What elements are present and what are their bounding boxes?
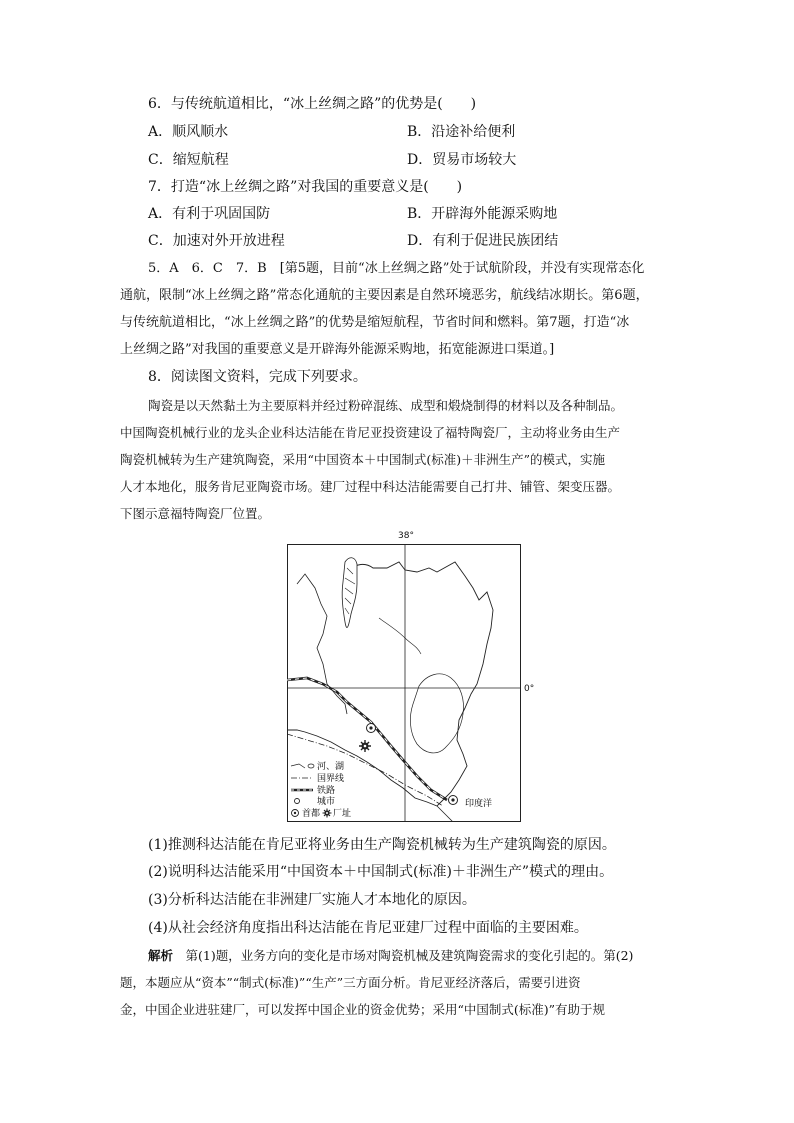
legend-railway: 铁路	[317, 786, 336, 796]
capital-dot	[369, 726, 372, 729]
q6-option-b: B．沿途补给便利	[407, 124, 516, 140]
q8-material-line: 中国陶瓷机械行业的龙头企业科达洁能在肯尼亚投资建设了福特陶瓷厂，主动将业务由生产	[120, 425, 621, 440]
answer-line: 与传统航道相比，“冰上丝绸之路”的优势是缩短航程，节省时间和燃料。第7题，打造“冰	[120, 315, 630, 330]
latitude-label: 0°	[524, 684, 535, 694]
q8-material-line: 陶瓷机械转为生产建筑陶瓷，采用“中国资本＋中国制式(标准)＋非洲生产”的模式，实施	[120, 452, 606, 467]
answer-line: 5．A 6．C 7．B [第5题，目前“冰上丝绸之路”处于试航阶段，并没有实现常态化	[148, 261, 645, 276]
q7-option-b: B．开辟海外能源采购地	[407, 206, 558, 222]
answer-line: 通航，限制“冰上丝绸之路”常态化通航的主要因素是自然环境恶劣，航线结冰期长。第6题，	[120, 288, 649, 303]
legend-border: 国界线	[317, 774, 345, 784]
q7-option-d: D．有利于促进民族团结	[407, 233, 559, 249]
longitude-label: 38°	[398, 531, 414, 541]
q8-sub-question: (1)推测科达洁能在肯尼亚将业务由生产陶瓷机械转为生产建筑陶瓷的原因。	[148, 837, 616, 853]
q6-option-c: C．缩短航程	[148, 152, 229, 168]
q8-sub-question: (2)说明科达洁能采用“中国资本＋中国制式(标准)＋非洲生产”模式的理由。	[148, 864, 614, 880]
legend-city: 城市	[317, 797, 336, 807]
q8-material-line: 人才本地化，服务肯尼亚陶瓷市场。建厂过程中科达洁能需要自己打井、铺管、架变压器。	[120, 479, 621, 494]
q8-sub-question: (3)分析科达洁能在非洲建厂实施人才本地化的原因。	[148, 892, 476, 908]
kenya-location-map	[287, 544, 521, 822]
q7-stem: 7．打造“冰上丝绸之路”对我国的重要意义是( )	[148, 179, 463, 195]
analysis-line: 金，中国企业进驻建厂，可以发挥中国企业的资金优势；采用“中国制式(标准)”有助于规	[120, 1002, 606, 1017]
analysis-line-first	[148, 946, 633, 966]
legend-city-icon	[295, 799, 300, 804]
analysis-text: 第(1)题，业务方向的变化是市场对陶瓷机械及建筑陶瓷需求的变化引起的。第(2)	[173, 948, 634, 963]
q7-option-a: A．有利于巩固国防	[148, 206, 271, 222]
legend-river-lake: 河、湖	[317, 762, 345, 772]
ocean-label: 印度洋	[465, 799, 493, 809]
q6-option-d: D．贸易市场较大	[407, 152, 517, 168]
q6-option-a: A．顺风顺水	[148, 124, 229, 140]
q8-stem: 8．阅读图文资料，完成下列要求。	[148, 369, 367, 385]
city-dot	[451, 798, 454, 801]
legend-capital: 首都	[302, 809, 321, 819]
analysis-label: 解析	[148, 948, 174, 963]
legend-factory: 厂址	[333, 809, 352, 819]
q6-stem: 6．与传统航道相比，“冰上丝绸之路”的优势是( )	[148, 96, 477, 112]
q7-option-c: C．加速对外开放进程	[148, 233, 285, 249]
analysis-line: 题，本题应从“资本”“制式(标准)”“生产”三方面分析。肯尼亚经济落后，需要引进资	[120, 975, 581, 990]
answer-line: 上丝绸之路”对我国的重要意义是开辟海外能源采购地，拓宽能源进口渠道。]	[120, 342, 555, 357]
q8-material-line: 陶瓷是以天然黏土为主要原料并经过粉碎混练、成型和煅烧制得的材料以及各种制品。	[148, 398, 624, 413]
q8-material-line: 下图示意福特陶瓷厂位置。	[120, 506, 271, 521]
q8-sub-question: (4)从社会经济角度指出科达洁能在肯尼亚建厂过程中面临的主要困难。	[148, 920, 588, 936]
